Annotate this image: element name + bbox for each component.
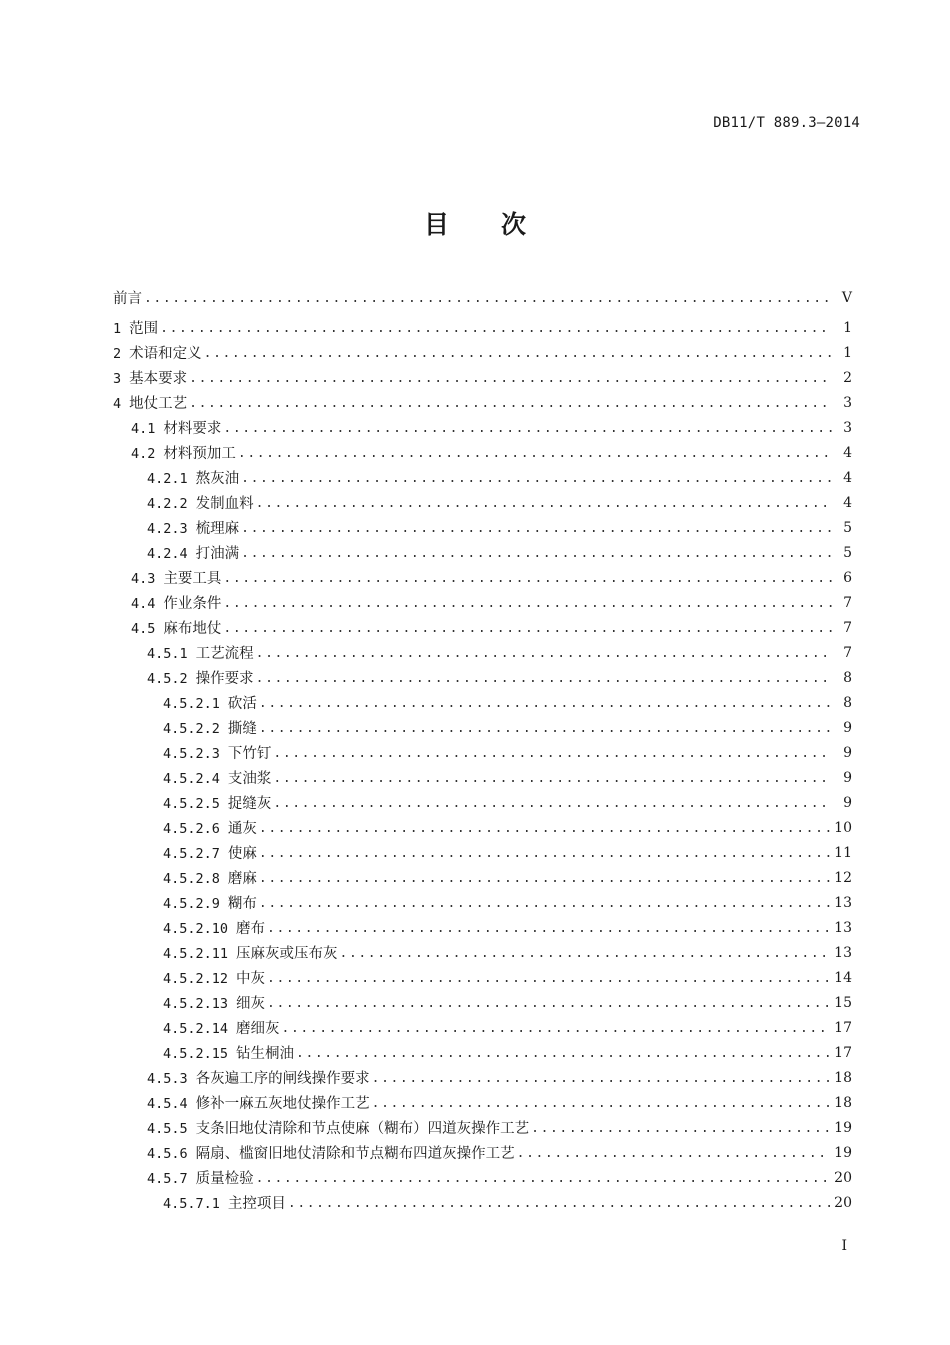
toc-entry-label	[131, 417, 221, 438]
toc-entry-label	[163, 692, 257, 713]
toc-dot-leader	[259, 721, 832, 736]
toc-entry-page: 9	[843, 769, 852, 786]
toc-entry-page: 2	[843, 369, 852, 386]
toc-entry-label	[147, 642, 254, 663]
toc-entry-title: 使麻	[227, 846, 257, 862]
toc-entry-number: 1	[113, 321, 122, 337]
toc-entry-number: 4.2.2	[147, 496, 188, 512]
toc-entry-number: 4.5.7.1	[163, 1196, 220, 1212]
toc-dot-leader	[259, 896, 830, 911]
toc-dot-leader	[273, 746, 832, 761]
toc-entry-page: 18	[834, 1094, 852, 1111]
toc-entry-label	[131, 592, 221, 613]
toc-entry[interactable]	[113, 865, 852, 890]
toc-entry-number: 4.5.2.1	[163, 696, 220, 712]
toc-dot-leader	[267, 921, 830, 936]
toc-entry[interactable]	[113, 340, 852, 365]
toc-entry-label	[147, 517, 239, 538]
toc-entry-page: 18	[834, 1069, 852, 1086]
toc-entry[interactable]	[113, 590, 852, 615]
toc-entry-title: 中灰	[236, 971, 266, 987]
toc-entry-page: 5	[843, 544, 852, 561]
toc-entry[interactable]	[113, 790, 852, 815]
toc-entry[interactable]	[113, 515, 852, 540]
toc-entry[interactable]	[113, 1040, 852, 1065]
toc-dot-leader	[223, 421, 832, 436]
toc-entry-page: 9	[843, 794, 852, 811]
toc-entry-page: 19	[834, 1119, 852, 1136]
toc-dot-leader	[189, 371, 832, 386]
toc-entry-page: 19	[834, 1144, 852, 1161]
toc-dot-leader	[223, 571, 832, 586]
toc-entry[interactable]	[113, 1190, 852, 1215]
toc-dot-leader	[273, 796, 832, 811]
toc-entry-title: 支条旧地仗清除和节点使麻（糊布）四道灰操作工艺	[195, 1121, 530, 1137]
toc-entry-number: 4.1	[131, 421, 156, 437]
toc-entry[interactable]	[113, 1165, 852, 1190]
toc-entry-page: 5	[843, 519, 852, 536]
toc-entry-title: 发制血料	[195, 496, 254, 512]
toc-entry-number: 4.3	[131, 571, 156, 587]
toc-entry-label	[163, 842, 257, 863]
toc-entry-label	[113, 392, 187, 413]
toc-entry-page: 13	[834, 894, 852, 911]
toc-entry-title: 术语和定义	[129, 346, 202, 362]
toc-dot-leader	[189, 396, 832, 411]
toc-entry[interactable]	[113, 1090, 852, 1115]
toc-entry-label	[113, 367, 187, 388]
toc-entry-page: 12	[834, 869, 852, 886]
toc-entry-title: 前言	[113, 291, 142, 307]
toc-entry[interactable]	[113, 540, 852, 565]
toc-entry-number: 4.5.2.13	[163, 996, 229, 1012]
toc-entry-label	[147, 492, 254, 513]
toc-entry[interactable]	[113, 740, 852, 765]
toc-entry-title: 糊布	[227, 896, 257, 912]
toc-entry-title: 质量检验	[195, 1171, 254, 1187]
toc-entry-number: 4.5.2	[147, 671, 188, 687]
toc-entry[interactable]	[113, 940, 852, 965]
toc-entry-number: 4.5.2.3	[163, 746, 220, 762]
toc-dot-leader	[144, 291, 832, 306]
toc-entry-title: 撕缝	[227, 721, 257, 737]
toc-entry-number: 2	[113, 346, 122, 362]
toc-entry[interactable]	[113, 440, 852, 465]
toc-entry-label	[147, 667, 254, 688]
toc-entry[interactable]	[113, 1065, 852, 1090]
toc-list	[113, 285, 852, 1215]
toc-entry-label	[131, 442, 236, 463]
toc-dot-leader	[256, 1171, 831, 1186]
toc-entry-page: 9	[843, 719, 852, 736]
toc-entry-page: 1	[843, 344, 852, 361]
toc-entry[interactable]	[113, 640, 852, 665]
toc-entry-title: 主要工具	[163, 571, 222, 587]
toc-entry-title: 支油浆	[227, 771, 272, 787]
toc-entry-label	[147, 542, 239, 563]
toc-entry[interactable]	[113, 1115, 852, 1140]
toc-dot-leader	[256, 646, 832, 661]
toc-entry-label	[147, 1092, 370, 1113]
toc-entry-number: 4.2.3	[147, 521, 188, 537]
toc-entry-page: 8	[843, 694, 852, 711]
toc-entry-page: 9	[843, 744, 852, 761]
toc-entry-number: 4.5.2.4	[163, 771, 220, 787]
toc-entry-label	[163, 792, 271, 813]
toc-entry-title: 主控项目	[227, 1196, 286, 1212]
toc-entry-page: 13	[834, 919, 852, 936]
toc-entry-label	[147, 1142, 515, 1163]
toc-entry-title: 砍活	[227, 696, 257, 712]
toc-entry[interactable]	[113, 1015, 852, 1040]
toc-entry-title: 通灰	[227, 821, 257, 837]
toc-entry-number: 4.5.2.10	[163, 921, 229, 937]
toc-entry-label	[147, 1117, 529, 1138]
toc-entry-label	[147, 1067, 370, 1088]
toc-entry-title: 操作要求	[195, 671, 254, 687]
toc-dot-leader	[259, 871, 830, 886]
toc-entry-number: 4.5.2.7	[163, 846, 220, 862]
toc-entry-label	[163, 967, 265, 988]
toc-entry[interactable]	[113, 665, 852, 690]
toc-entry-number: 4	[113, 396, 122, 412]
toc-entry-title: 细灰	[236, 996, 266, 1012]
toc-dot-leader	[372, 1096, 831, 1111]
toc-entry-title: 梳理麻	[195, 521, 240, 537]
toc-entry-title: 磨布	[236, 921, 266, 937]
toc-title-char-1: 目	[423, 210, 449, 239]
toc-dot-leader	[531, 1121, 830, 1136]
toc-entry[interactable]	[113, 465, 852, 490]
toc-entry[interactable]	[113, 490, 852, 515]
toc-dot-leader	[238, 446, 832, 461]
toc-entry[interactable]	[113, 365, 852, 390]
toc-entry-title: 捉缝灰	[227, 796, 272, 812]
toc-entry-title: 修补一麻五灰地仗操作工艺	[195, 1096, 370, 1112]
toc-entry[interactable]	[113, 1140, 852, 1165]
toc-entry-number: 4.5.2.6	[163, 821, 220, 837]
toc-entry[interactable]	[113, 285, 852, 310]
toc-entry-title: 打油满	[195, 546, 240, 562]
toc-dot-leader	[160, 321, 832, 336]
toc-entry-number: 4.5.2.11	[163, 946, 229, 962]
toc-entry[interactable]	[113, 415, 852, 440]
toc-entry[interactable]	[113, 565, 852, 590]
toc-dot-leader	[259, 846, 830, 861]
toc-entry-number: 4.5.2.5	[163, 796, 220, 812]
toc-entry-page: 7	[843, 644, 852, 661]
toc-entry-title: 磨麻	[227, 871, 257, 887]
toc-entry-page: 20	[834, 1169, 852, 1186]
toc-entry-number: 3	[113, 371, 122, 387]
toc-entry-title: 压麻灰或压布灰	[236, 946, 338, 962]
toc-dot-leader	[273, 771, 832, 786]
toc-entry-page: 11	[834, 844, 852, 861]
toc-entry-number: 4.5.1	[147, 646, 188, 662]
toc-entry-label	[163, 817, 257, 838]
toc-title-char-2: 次	[501, 210, 527, 239]
toc-entry-label	[147, 467, 239, 488]
toc-dot-leader	[267, 996, 830, 1011]
toc-dot-leader	[340, 946, 831, 961]
toc-entry-page: 10	[834, 819, 852, 836]
toc-entry-number: 4.5.2.15	[163, 1046, 229, 1062]
toc-entry-title: 麻布地仗	[163, 621, 222, 637]
toc-dot-leader	[259, 821, 830, 836]
toc-entry-title: 作业条件	[163, 596, 222, 612]
toc-dot-leader	[267, 971, 830, 986]
toc-entry-page: 13	[834, 944, 852, 961]
toc-entry-number: 4.5.3	[147, 1071, 188, 1087]
toc-entry-label	[113, 317, 158, 338]
toc-entry[interactable]	[113, 315, 852, 340]
toc-dot-leader	[223, 596, 832, 611]
toc-entry-label	[131, 567, 221, 588]
toc-entry-page: 3	[843, 419, 852, 436]
toc-entry[interactable]	[113, 815, 852, 840]
toc-entry[interactable]	[113, 690, 852, 715]
toc-entry-title: 钻生桐油	[236, 1046, 295, 1062]
toc-entry-title: 工艺流程	[195, 646, 254, 662]
toc-entry-title: 隔扇、槛窗旧地仗清除和节点糊布四道灰操作工艺	[195, 1146, 515, 1162]
toc-dot-leader	[204, 346, 832, 361]
toc-entry-title: 熬灰油	[195, 471, 240, 487]
toc-entry-label	[163, 942, 338, 963]
toc-entry-label	[163, 992, 265, 1013]
toc-entry[interactable]	[113, 890, 852, 915]
toc-entry-page: 1	[843, 319, 852, 336]
toc-dot-leader	[296, 1046, 830, 1061]
toc-entry-number: 4.5.2.12	[163, 971, 229, 987]
toc-entry-number: 4.2.4	[147, 546, 188, 562]
toc-entry[interactable]	[113, 390, 852, 415]
toc-entry-number: 4.5.2.9	[163, 896, 220, 912]
toc-entry-page: 4	[843, 494, 852, 511]
toc-entry-page: 8	[843, 669, 852, 686]
toc-entry-page: 6	[843, 569, 852, 586]
toc-dot-leader	[288, 1196, 830, 1211]
toc-entry-title: 材料预加工	[163, 446, 236, 462]
toc-entry-label	[163, 892, 257, 913]
toc-title	[0, 205, 950, 241]
toc-entry-title: 基本要求	[129, 371, 188, 387]
toc-entry-page: V	[841, 289, 852, 306]
toc-dot-leader	[256, 496, 832, 511]
toc-entry-label	[163, 1042, 294, 1063]
toc-entry-page: 15	[834, 994, 852, 1011]
toc-entry-label	[113, 287, 142, 308]
toc-dot-leader	[223, 621, 832, 636]
toc-entry-page: 7	[843, 619, 852, 636]
toc-entry-number: 4.5.7	[147, 1171, 188, 1187]
toc-dot-leader	[372, 1071, 831, 1086]
toc-entry-label	[163, 917, 265, 938]
toc-entry-number: 4.2.1	[147, 471, 188, 487]
toc-entry-label	[163, 767, 271, 788]
toc-entry-page: 14	[834, 969, 852, 986]
toc-dot-leader	[241, 521, 832, 536]
toc-entry[interactable]	[113, 840, 852, 865]
toc-entry-page: 20	[834, 1194, 852, 1211]
toc-entry-label	[163, 742, 271, 763]
toc-dot-leader	[517, 1146, 831, 1161]
toc-entry-title: 材料要求	[163, 421, 222, 437]
document-code: DB11/T 889.3—2014	[713, 115, 860, 131]
toc-entry-label	[163, 867, 257, 888]
toc-dot-leader	[282, 1021, 831, 1036]
toc-entry-number: 4.5.2.2	[163, 721, 220, 737]
toc-entry-label	[163, 1017, 280, 1038]
toc-entry[interactable]	[113, 915, 852, 940]
toc-entry-label	[131, 617, 221, 638]
toc-entry-page: 3	[843, 394, 852, 411]
toc-entry-page: 4	[843, 469, 852, 486]
toc-entry[interactable]	[113, 990, 852, 1015]
toc-entry[interactable]	[113, 715, 852, 740]
toc-entry-page: 17	[834, 1019, 852, 1036]
toc-entry-page: 4	[843, 444, 852, 461]
toc-entry-number: 4.5.2.14	[163, 1021, 229, 1037]
toc-entry-title: 范围	[129, 321, 159, 337]
toc-entry-label	[113, 342, 202, 363]
toc-entry-label	[163, 1192, 286, 1213]
toc-entry-number: 4.5.4	[147, 1096, 188, 1112]
toc-entry[interactable]	[113, 965, 852, 990]
toc-entry-title: 磨细灰	[236, 1021, 280, 1037]
toc-dot-leader	[241, 471, 832, 486]
page-number: I	[841, 1238, 847, 1254]
toc-dot-leader	[241, 546, 832, 561]
toc-entry-number: 4.5.5	[147, 1121, 188, 1137]
toc-entry-title: 各灰遍工序的闸线操作要求	[195, 1071, 370, 1087]
toc-entry-title: 下竹钉	[227, 746, 272, 762]
toc-dot-leader	[256, 671, 832, 686]
toc-entry-label	[147, 1167, 254, 1188]
toc-entry-page: 17	[834, 1044, 852, 1061]
toc-entry-number: 4.5.6	[147, 1146, 188, 1162]
toc-entry-title: 地仗工艺	[129, 396, 188, 412]
toc-entry-label	[163, 717, 257, 738]
toc-dot-leader	[259, 696, 832, 711]
toc-entry-number: 4.4	[131, 596, 156, 612]
toc-entry[interactable]	[113, 615, 852, 640]
toc-entry[interactable]	[113, 765, 852, 790]
toc-entry-number: 4.2	[131, 446, 156, 462]
toc-entry-page: 7	[843, 594, 852, 611]
toc-entry-number: 4.5	[131, 621, 156, 637]
toc-entry-number: 4.5.2.8	[163, 871, 220, 887]
